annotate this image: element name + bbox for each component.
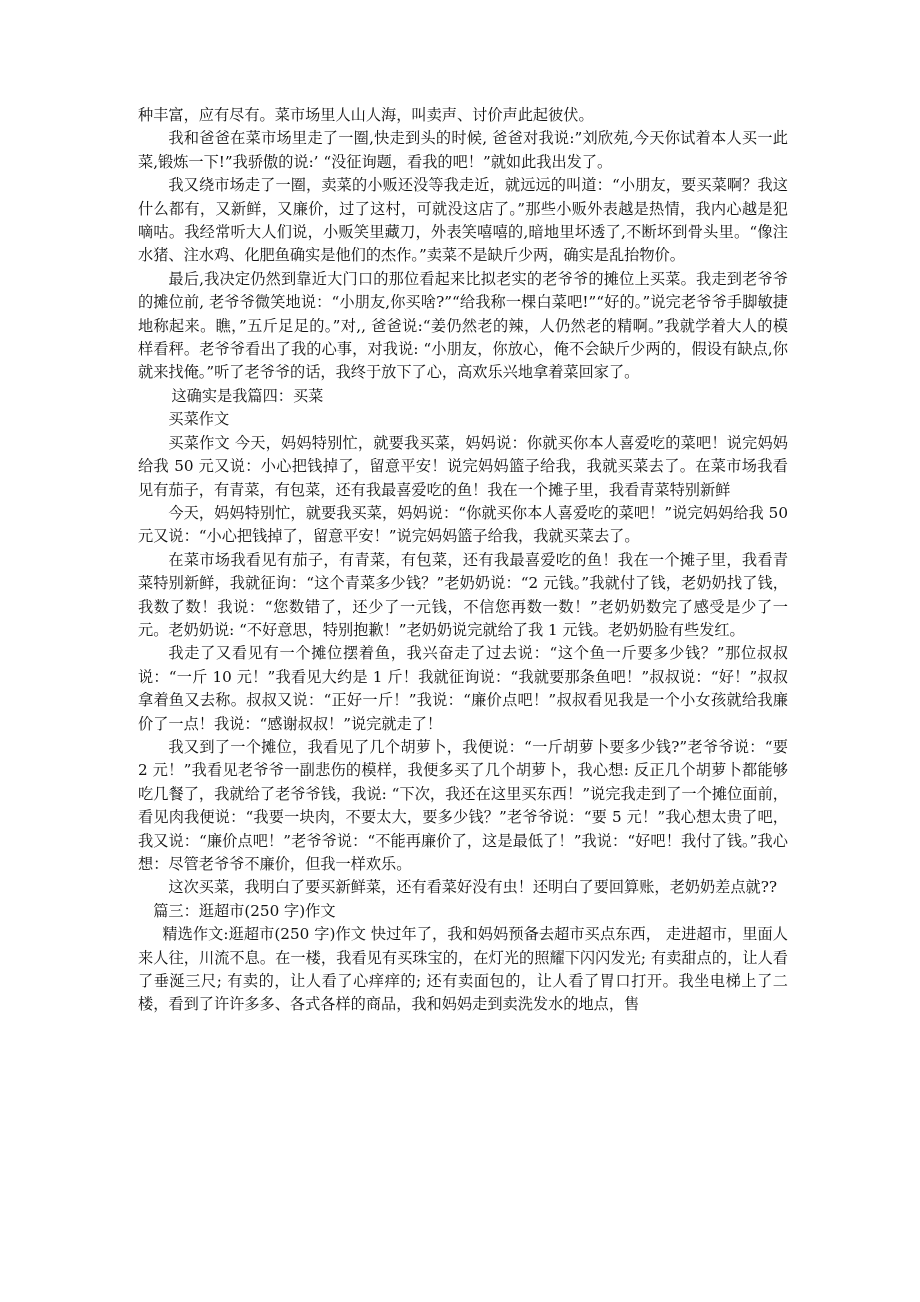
document-page (138, 104, 788, 1017)
paragraph-3: 我又绕市场走了一圈，卖菜的小贩还没等我走近，就远远的叫道：“小朋友，要买菜啊？我这什么都有，又新鲜，又廉价，过了这村，可就没这店了。”那些小贩外表越是热情，我内心越是犯嘀咕。我经常听大人们说，小贩笑里藏刀，外表笑嘻嘻的,暗地里坏透了,不断坏到骨头里。“像注水猪、注水鸡、化肥鱼确实是他们的杰作。”卖菜不是缺斤少两，确实是乱抬物价。 (138, 176, 788, 265)
paragraph-6: 买菜作文 (168, 410, 230, 429)
paragraph-9: 在菜市场我看见有茄子，有青菜，有包菜，还有我最喜爱吃的鱼！我在一个摊子里，我看青菜特别新鲜，我就征询：“这个青菜多少钱？”老奶奶说：“2 元钱。”我就付了钱，老奶奶找了钱，我数了数！我说：“您数错了，还少了一元钱，不信您再数一数！”老奶奶数完了感受是少了一元。老奶奶说: “不好意思，特别抱歉！”老奶奶说完就给了我 1 元钱。老奶奶脸有些发红。 (138, 550, 788, 639)
paragraph-14: 精选作文:逛超市(250 字)作文 快过年了，我和妈妈预备去超市买点东西， 走进超市，里面人来人往，川流不息。在一楼，我看见有买珠宝的，在灯光的照耀下闪闪发光; 有卖甜点的，让人看了垂涎三尺; 有卖的，让人看了心痒痒的; 还有卖面包的，让人看了胃口打开。我坐电梯上了二楼，看到了许许多多、各式各样的商品，我和妈妈走到卖洗发水的地点，售 (138, 925, 788, 1014)
paragraph-10: 我走了又看见有一个摊位摆着鱼，我兴奋走了过去说：“这个鱼一斤要多少钱？”那位叔叔说：“一斤 10 元！”我看见大约是 1 斤！我就征询说：“我就要那条鱼吧！”叔叔说：“好！”叔叔拿着鱼又去称。叔叔又说：“正好一斤！”我说：“廉价点吧！”叔叔看见我是一个小女孩就给我廉价了一点！我说：“感谢叔叔！”说完就走了！ (138, 644, 788, 733)
paragraph-2: 我和爸爸在菜市场里走了一圈,快走到头的时候, 爸爸对我说:”刘欣苑,今天你试着本人买一此菜,锻炼一下!”我骄傲的说:’ “没征询题，看我的吧！”就如此我出发了。 (138, 129, 788, 171)
section-heading: 篇三：逛超市(250 字)作文 (153, 901, 336, 920)
paragraph-7: 买菜作文 今天，妈妈特别忙，就要我买菜，妈妈说：你就买你本人喜爱吃的菜吧！说完妈妈给我 50 元又说：小心把钱掉了，留意平安！说完妈妈篮子给我，我就买菜去了。在菜市场我看见有茄子，有青菜，有包菜，还有我最喜爱吃的鱼！我在一个摊子里，我看青菜特别新鲜 (138, 433, 788, 499)
paragraph-1: 种丰富，应有尽有。菜市场里人山人海，叫卖声、讨价声此起彼伏。 (138, 106, 594, 124)
paragraph-12: 这次买菜，我明白了要买新鲜菜，还有看菜好没有虫！还明白了要回算账，老奶奶差点就?? (168, 878, 777, 897)
paragraph-5: 这确实是我篇四：买菜 (171, 386, 324, 405)
paragraph-11: 我又到了一个摊位，我看见了几个胡萝卜，我便说：“一斤胡萝卜要多少钱?”老爷爷说：“要 2 元！”我看见老爷爷一副悲伤的模样，我便多买了几个胡萝卜，我心想: 反正几个胡萝卜都能够吃几餐了，我就给了老爷爷钱，我说: “下次，我还在这里买东西！”说完我走到了一个摊位面前，看见肉我便说：“我要一块肉，不要太大，要多少钱？”老爷爷说：“要 5 元！”我心想太贵了吧，我又说：“廉价点吧！”老爷爷说：“不能再廉价了，这是最低了！”我说：“好吧！我付了钱。”我心想：尽管老爷爷不廉价，但我一样欢乐。 (138, 737, 788, 873)
paragraph-8: 今天，妈妈特别忙，就要我买菜，妈妈说：“你就买你本人喜爱吃的菜吧！”说完妈妈给我 50 元又说：“小心把钱掉了，留意平安！”说完妈妈篮子给我，我就买菜去了。 (138, 503, 788, 546)
paragraph-4: 最后,我决定仍然到靠近大门口的那位看起来比拟老实的老爷爷的摊位上买菜。我走到老爷爷的摊位前, 老爷爷微笑地说：“小朋友,你买啥?”“给我称一棵白菜吧!”“好的。”说完老爷爷手脚敏捷地称起来。瞧，”五斤足足的。”对,, 爸爸说:“姜仍然老的辣，人仍然老的精啊。”我就学着大人的模样看秤。老爷爷看出了我的心事，对我说: “小朋友，你放心，俺不会缺斤少两的，假设有缺点,你就来找俺。”听了老爷爷的话，我终于放下了心，高欢乐兴地拿着菜回家了。 (138, 269, 788, 382)
